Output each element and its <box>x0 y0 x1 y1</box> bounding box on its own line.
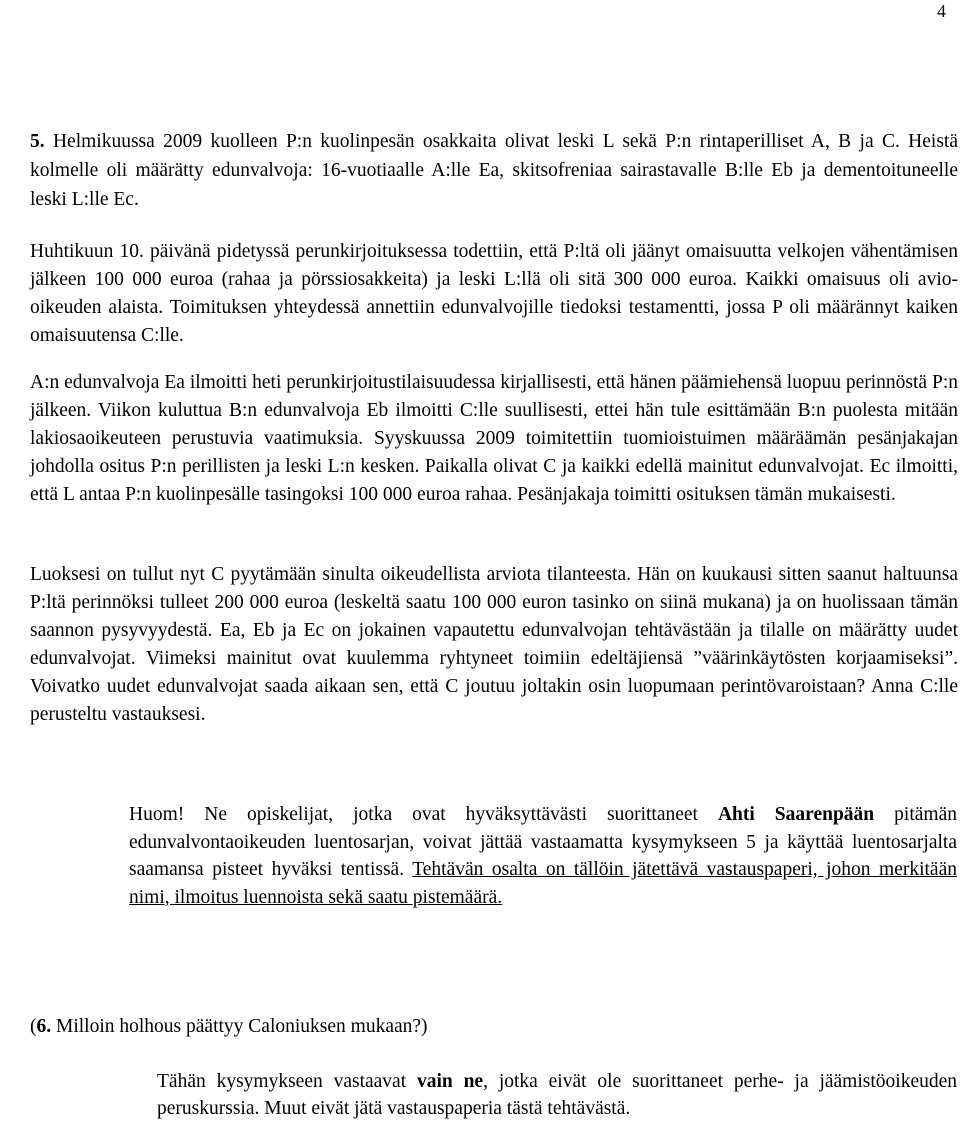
question-6-open-paren: ( <box>30 1016 37 1037</box>
paragraph-question-text: Luoksesi on tullut nyt C pyytämään sinulta oikeudellista arviota tilanteesta. Hän on kuukausi sitten saanut haltuunsa P:ltä perinnöksi tulleet 200 000 euroa (leskeltä saatu 100 000 euron tasinko on siinä mukana) ja on huolissaan tämän saannon pysyvyydestä. Ea, Eb ja Ec on jokainen vapautettu edunvalvojan tehtävästään ja tilalle on määrätty uudet edunvalvojat. Viimeksi mainitut ovat kuulemma ryhtyneet toimiin edeltäjiensä ”väärinkäytösten korjaamiseksi”. Voivatko uudet edunvalvojat saada aikaan sen, että C joutuu joltakin osin luopumaan perintövaroistaan? Anna C:lle perusteltu vastauksesi. <box>30 564 958 725</box>
note-2-bold: vain ne <box>416 1071 484 1092</box>
note-lecture-series <box>129 801 957 911</box>
note-2-part2: , jotka eivät ole suorittaneet perhe- ja jäämistöoikeuden peruskurssia. Muut eivät jätä vastauspaperia tästä tehtävästä. <box>157 1071 957 1119</box>
paragraph-inventory <box>30 238 958 350</box>
paragraph-inventory-text: Huhtikuun 10. päivänä pidetyssä perunkirjoituksessa todettiin, että P:ltä oli jäänyt omaisuutta velkojen vähentämisen jälkeen 100 000 euroa (rahaa ja pörssiosakkeita) ja leski L:llä oli sitä 300 000 euroa. Kaikki omaisuus oli avio-oikeuden alaista. Toimituksen yhteydessä annettiin edunvalvojille tiedoksi testamentti, jossa P oli määrännyt kaiken omaisuutensa C:lle. <box>30 241 958 346</box>
paragraph-guardians-text: A:n edunvalvoja Ea ilmoitti heti perunkirjoitustilaisuudessa kirjallisesti, että hänen päämiehensä luopuu perinnöstä P:n jälkeen. Viikon kuluttua B:n edunvalvoja Eb ilmoitti C:lle suullisesti, ettei hän tule esittämään B:n puolesta mitään lakiosaoikeuteen perustuvia vaatimuksia. Syyskuussa 2009 toimitettiin tuomioistuimen määräämän pesänjakajan johdolla ositus P:n perillisten ja leski L:n kesken. Paikalla olivat C ja kaikki edellä mainitut edunvalvojat. Ec ilmoitti, että L antaa P:n kuolinpesälle tasingoksi 100 000 euroa rahaa. Pesänjakaja toimitti osituksen tämän mukaisesti. <box>30 372 958 505</box>
note-1-part1: Huom! Ne opiskelijat, jotka ovat hyväksyttävästi suorittaneet <box>129 804 718 825</box>
note-lecture-series-text <box>129 801 957 911</box>
note-1-lecturer-name: Ahti Saarenpään <box>717 804 875 825</box>
question-6-number: 6. <box>36 1016 52 1037</box>
note-1-underlined: Tehtävän osalta on tällöin jätettävä vastauspaperi, johon merkitään nimi, ilmoitus luennoista sekä saatu pistemäärä. <box>129 859 957 908</box>
question-6-text: Milloin holhous päättyy Caloniuksen mukaan?) <box>51 1016 428 1037</box>
paragraph-question <box>30 561 958 729</box>
question-6 <box>30 1013 930 1041</box>
question-5 <box>30 127 958 214</box>
note-prerequisite-text <box>157 1068 957 1122</box>
note-1-part2: pitämän edunvalvontaoikeuden luentosarjan, voivat jättää vastaamatta kysymykseen 5 ja käyttää luentosarjalta saamansa pisteet hyväksi tentissä. <box>129 804 957 880</box>
page-number: 4 <box>937 1 946 21</box>
paragraph-guardians <box>30 369 958 509</box>
question-5-paragraph <box>30 127 958 214</box>
note-prerequisite <box>157 1068 957 1122</box>
note-2-part1: Tähän kysymykseen vastaavat <box>157 1071 417 1092</box>
question-5-text: Helmikuussa 2009 kuolleen P:n kuolinpesän osakkaita olivat leski L sekä P:n rintaperilliset A, B ja C. Heistä kolmelle oli määrätty edunvalvoja: 16-vuotiaalle A:lle Ea, skitsofreniaa sairastavalle B:lle Eb ja dementoituneelle leski L:lle Ec. <box>30 131 958 210</box>
question-5-number: 5. <box>30 131 45 152</box>
